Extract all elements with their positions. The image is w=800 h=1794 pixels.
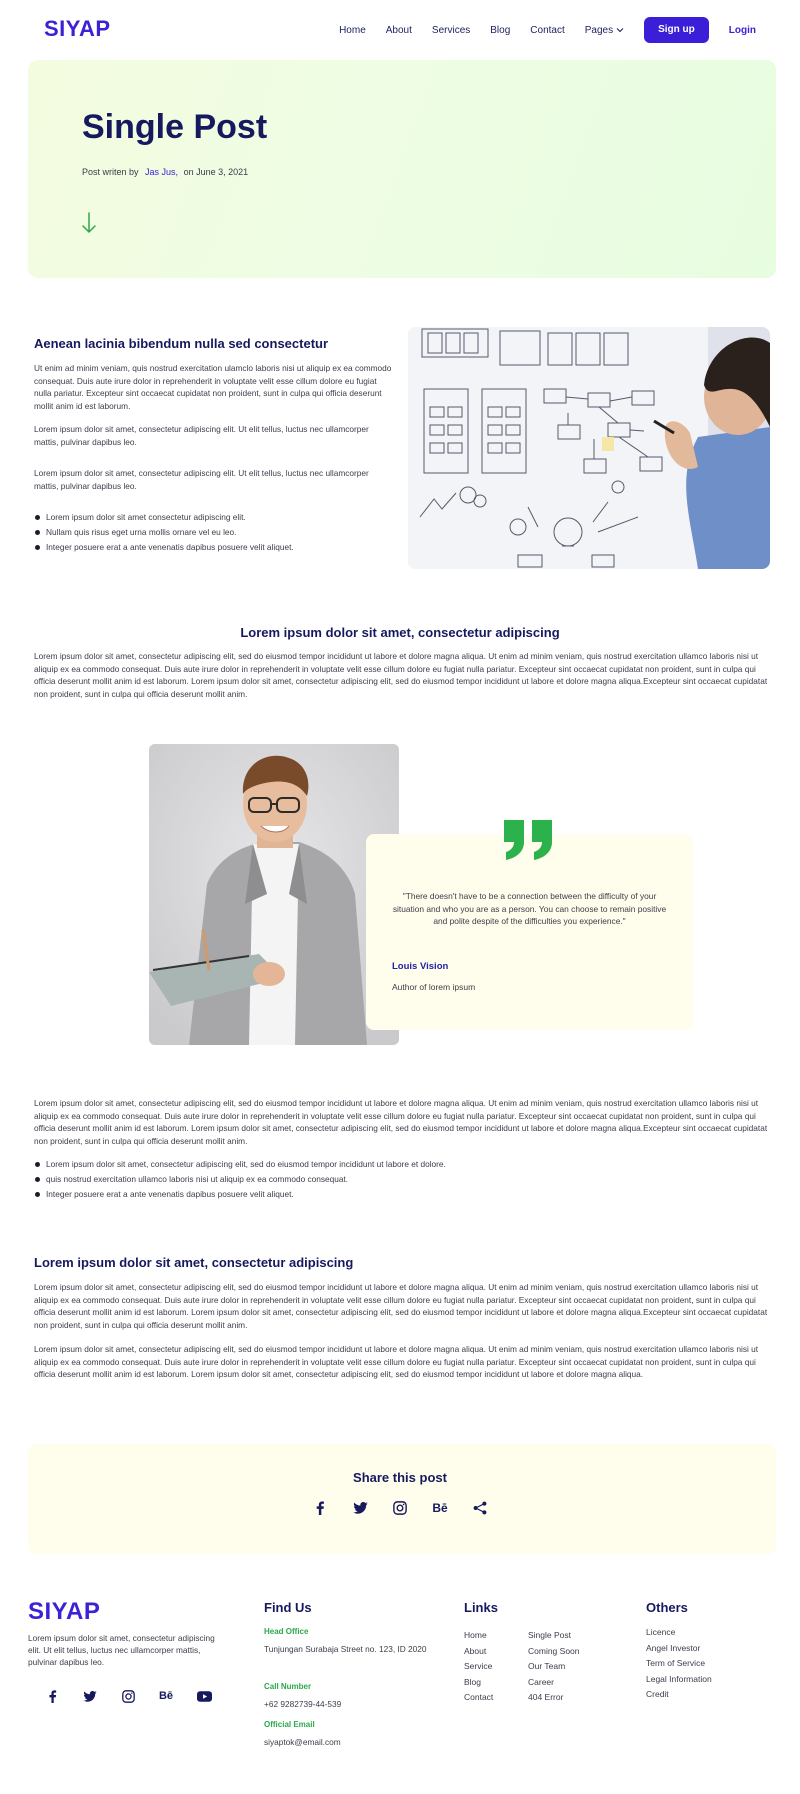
section2-heading: Lorem ipsum dolor sit amet, consectetur adipiscing (240, 625, 560, 640)
twitter-icon[interactable] (82, 1688, 98, 1704)
footer-link[interactable]: Coming Soon (528, 1645, 580, 1656)
footer-link[interactable]: Service (464, 1661, 493, 1671)
quote-icon (502, 820, 554, 865)
section4-heading: Lorem ipsum dolor sit amet, consectetur adipiscing (34, 1255, 354, 1270)
chevron-down-icon (616, 27, 624, 33)
nav-about[interactable]: About (385, 24, 412, 36)
phone-label: Call Number (264, 1682, 312, 1691)
section1-heading: Aenean lacinia bibendum nulla sed consectetur (34, 336, 329, 351)
footer-links-col1 (464, 1628, 493, 1706)
list-item: Nullam quis risus eget urna mollis ornare vel eu leo. (34, 525, 394, 540)
arrow-down-icon[interactable] (82, 212, 96, 239)
nav-blog[interactable]: Blog (490, 24, 511, 36)
post-meta-prefix: Post writen by (82, 167, 139, 177)
footer-link[interactable]: About (464, 1645, 487, 1656)
footer-link[interactable]: Credit (646, 1689, 669, 1699)
section2-paragraph: Lorem ipsum dolor sit amet, consectetur adipiscing elit, sed do eiusmod tempor incididunt ut labore et dolore magna aliqua. Ut enim ad minim veniam, quis nostrud exercitation ullamco laboris nisi ut aliquip ex ea commodo consequat. Duis aute irure dolor in reprehenderit in voluptate velit esse cillum dolore eu fugiat nulla pariatur. Excepteur sint occaecat cupidatat non proident, sunt in culpa qui officia deserunt mollit anim id est laborum. Lorem ipsum dolor sit amet, consectetur adipiscing elit, sed do eiusmod tempor incididunt ut labore et dolore magna aliqua.Excepteur sint occaecat cupidatat non proident, sunt in culpa qui officia deserunt mollit anim. (34, 651, 768, 699)
office-label: Head Office (264, 1627, 309, 1636)
list-item: Integer posuere erat a ante venenatis dapibus posuere velit aliquet. (34, 540, 394, 555)
footer-social-icons (44, 1688, 212, 1704)
whiteboard-photo (408, 327, 770, 569)
footer-description: Lorem ipsum dolor sit amet, consectetur adipiscing elit. Ut elit tellus, luctus nec ullamcorper mattis, pulvinar dapibus leo. (28, 1633, 215, 1667)
footer-logo[interactable]: SIYAP (28, 1598, 101, 1625)
footer-others-heading: Others (646, 1600, 688, 1615)
section4-paragraph-2: Lorem ipsum dolor sit amet, consectetur adipiscing elit, sed do eiusmod tempor incididunt ut labore et dolore magna aliqua. Ut enim ad minim veniam, quis nostrud exercitation ullamco laboris nisi ut aliquip ex ea commodo consequat. Duis aute irure dolor in reprehenderit in voluptate velit esse cillum dolore eu fugiat nulla pariatur. Excepteur sint occaecat cupidatat non proident, sunt in culpa qui officia deserunt mollit anim id est laborum. Lorem ipsum dolor sit amet, consectetur adipiscing elit, sed do eiusmod tempor incididunt ut labore et dolore magna aliqua. (34, 1344, 759, 1379)
nav-contact[interactable]: Contact (530, 24, 565, 36)
phone-number[interactable]: +62 9282739-44-539 (264, 1699, 342, 1709)
list-item: Integer posuere erat a ante venenatis dapibus posuere velit aliquet. (34, 1187, 770, 1202)
instagram-icon[interactable] (391, 1499, 409, 1517)
twitter-icon[interactable] (351, 1499, 369, 1517)
facebook-icon[interactable] (311, 1499, 329, 1517)
footer-links-heading: Links (464, 1600, 498, 1615)
nav-pages-dropdown[interactable] (585, 25, 624, 36)
instagram-icon[interactable] (120, 1688, 136, 1704)
office-address: Tunjungan Surabaja Street no. 123, ID 2020 (264, 1644, 427, 1654)
facebook-icon[interactable] (44, 1688, 60, 1704)
author-photo (149, 744, 399, 1045)
footer-link[interactable]: Contact (464, 1692, 494, 1702)
nav-home[interactable]: Home (339, 24, 366, 36)
behance-icon[interactable]: Bē (158, 1690, 174, 1702)
footer-link[interactable]: 404 Error (528, 1692, 564, 1702)
list-item: Lorem ipsum dolor sit amet consectetur adipiscing elit. (34, 510, 394, 525)
post-author-link[interactable]: Jas Jus, (145, 167, 179, 177)
footer-link[interactable]: Single Post (528, 1630, 571, 1640)
footer-link[interactable]: Our Team (528, 1661, 566, 1671)
footer-link[interactable]: Legal Information (646, 1673, 712, 1684)
main-nav (319, 17, 756, 43)
page-title: Single Post (82, 108, 268, 146)
list-item: quis nostrud exercitation ullamco laboris nisi ut aliquip ex ea commodo consequat. (34, 1172, 770, 1187)
login-button[interactable]: Login (728, 24, 756, 36)
behance-icon[interactable]: Bē (432, 1501, 448, 1515)
footer-link[interactable]: Career (528, 1676, 554, 1687)
section1-bullet-list (34, 510, 394, 555)
nav-services[interactable]: Services (431, 24, 471, 36)
share-title: Share this post (353, 1470, 447, 1485)
brand-logo[interactable]: SIYAP (44, 16, 111, 41)
quote-text: "There doesn't have to be a connection between the difficulty of your situation and who you are as a person. You can choose to remain positive and polite despite of the difficulties you experience." (392, 891, 667, 927)
quote-author-name: Louis Vision (392, 961, 449, 972)
post-meta (82, 167, 248, 177)
footer-others-list (646, 1625, 712, 1703)
section4-paragraph-1: Lorem ipsum dolor sit amet, consectetur adipiscing elit, sed do eiusmod tempor incididunt ut labore et dolore magna aliqua. Ut enim ad minim veniam, quis nostrud exercitation ullamco laboris nisi ut aliquip ex ea commodo consequat. Duis aute irure dolor in reprehenderit in voluptate velit esse cillum dolore eu fugiat nulla pariatur. Excepteur sint occaecat cupidatat non proident, sunt in culpa qui officia deserunt mollit anim id est laborum. Lorem ipsum dolor sit amet, consectetur adipiscing elit, sed do eiusmod tempor incididunt ut labore et dolore magna aliqua.Excepteur sint occaecat cupidatat non proident, sunt in culpa qui officia deserunt mollit anim. (34, 1282, 768, 1330)
nav-pages-label: Pages (584, 24, 614, 36)
section3-paragraph: Lorem ipsum dolor sit amet, consectetur adipiscing elit, sed do eiusmod tempor incididunt ut labore et dolore magna aliqua. Ut enim ad minim veniam, quis nostrud exercitation ullamco laboris nisi ut aliquip ex ea commodo consequat. Duis aute irure dolor in reprehenderit in voluptate velit esse cillum dolore eu fugiat nulla pariatur. Excepteur sint occaecat cupidatat non proident, sunt in culpa qui officia deserunt mollit anim id est laborum. Lorem ipsum dolor sit amet, consectetur adipiscing elit, sed do eiusmod tempor incididunt ut labore et dolore magna aliqua.Excepteur sint occaecat cupidatat non proident, sunt in culpa qui officia deserunt mollit anim. (34, 1098, 768, 1146)
footer-link[interactable]: Angel Investor (646, 1642, 701, 1653)
footer-findus-heading: Find Us (264, 1600, 312, 1615)
youtube-icon[interactable] (196, 1688, 212, 1704)
email-label: Official Email (264, 1720, 315, 1729)
post-date: on June 3, 2021 (183, 167, 249, 177)
list-item: Lorem ipsum dolor sit amet, consectetur adipiscing elit, sed do eiusmod tempor incididunt ut labore et dolore. (34, 1157, 770, 1172)
footer-link[interactable]: Term of Service (646, 1658, 706, 1668)
footer-link[interactable]: Home (464, 1630, 487, 1640)
signup-button[interactable]: Sign up (644, 17, 709, 43)
email-address[interactable]: siyaptok@email.com (264, 1737, 341, 1747)
quote-author-role: Author of lorem ipsum (392, 982, 476, 992)
footer-links-col2 (528, 1628, 580, 1706)
footer-link[interactable]: Blog (464, 1676, 482, 1687)
share-nodes-icon[interactable] (471, 1499, 489, 1517)
section1-paragraph-2: Lorem ipsum dolor sit amet, consectetur adipiscing elit. Ut elit tellus, luctus nec ullamcorper mattis, pulvinar dapibus leo. (34, 424, 369, 447)
footer-link[interactable]: Licence (646, 1627, 676, 1637)
section3-bullet-list (34, 1157, 770, 1202)
section1-paragraph-1: Ut enim ad minim veniam, quis nostrud exercitation ulamclo laboris nisi ut aliquip ex ea commodo consequat. Duis aute irure dolor in reprehenderit in voluptate velit esse cillum dolore eu fugiat nulla pariatur. Excepteur sint occaecat cupidatat non proident, sunt in culpa qui officia deserunt mollit anim id est laborum. (34, 363, 392, 411)
share-icon-row (0, 1499, 800, 1517)
section1-paragraph-3: Lorem ipsum dolor sit amet, consectetur adipiscing elit. Ut elit tellus, luctus nec ullamcorper mattis, pulvinar dapibus leo. (34, 468, 369, 491)
